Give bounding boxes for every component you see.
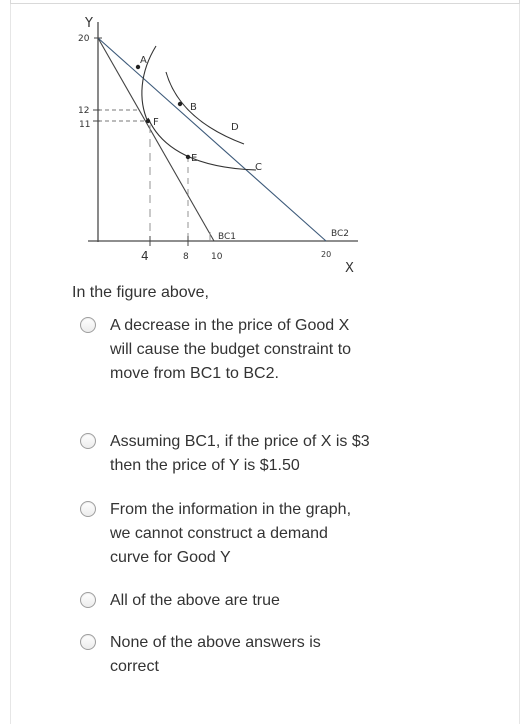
budget-constraint-figure — [0, 0, 524, 280]
point-f-marker — [146, 119, 150, 123]
answer-option-5-label: None of the above answers is correct — [110, 634, 321, 675]
y-tick-label-12: 12 — [78, 106, 90, 116]
radio-button-4[interactable] — [80, 592, 96, 608]
point-d-label: D — [231, 122, 239, 133]
answer-option-2-label: Assuming BC1, if the price of X is $3 then the price of Y is $1.50 — [110, 433, 370, 474]
y-tick-label-20: 20 — [78, 34, 90, 44]
y-axis-letter: Y — [85, 16, 93, 31]
answer-option-3-label: From the information in the graph, we cannot construct a demand curve for Good Y — [110, 501, 352, 566]
point-b-label: B — [190, 102, 197, 113]
x-tick-label-4: 4 — [141, 249, 149, 263]
y-tick-label-11: 11 — [79, 120, 91, 130]
bc1-label: BC1 — [218, 232, 237, 242]
radio-button-1[interactable] — [80, 317, 96, 333]
point-f-label: F — [153, 117, 159, 128]
point-e-marker — [186, 155, 190, 159]
x-axis-letter: X — [345, 261, 354, 276]
x-tick-label-20: 20 — [321, 250, 332, 259]
answer-option-1[interactable] — [80, 316, 380, 386]
answer-option-4[interactable] — [80, 591, 380, 613]
point-b-marker — [178, 102, 182, 106]
radio-button-3[interactable] — [80, 501, 96, 517]
answer-option-5[interactable] — [80, 633, 380, 679]
answer-option-1-label: A decrease in the price of Good X will cause the budget constraint to move from BC1 to BC2. — [110, 317, 352, 382]
bc2-label: BC2 — [331, 229, 350, 239]
budget-line-bc1 — [98, 38, 214, 241]
budget-line-bc2 — [98, 38, 326, 241]
point-c-label: C — [255, 162, 262, 173]
answer-option-4-label: All of the above are true — [110, 592, 280, 609]
x-tick-label-10: 10 — [211, 252, 223, 262]
indifference-curve-ec — [148, 118, 256, 170]
question-prompt: In the figure above, — [72, 284, 209, 301]
radio-button-5[interactable] — [80, 634, 96, 650]
radio-button-2[interactable] — [80, 433, 96, 449]
x-tick-label-8: 8 — [183, 252, 189, 262]
answer-option-3[interactable] — [80, 500, 380, 570]
point-a-label: A — [140, 55, 147, 66]
answer-option-2[interactable] — [80, 432, 380, 478]
point-e-label: E — [191, 153, 198, 164]
